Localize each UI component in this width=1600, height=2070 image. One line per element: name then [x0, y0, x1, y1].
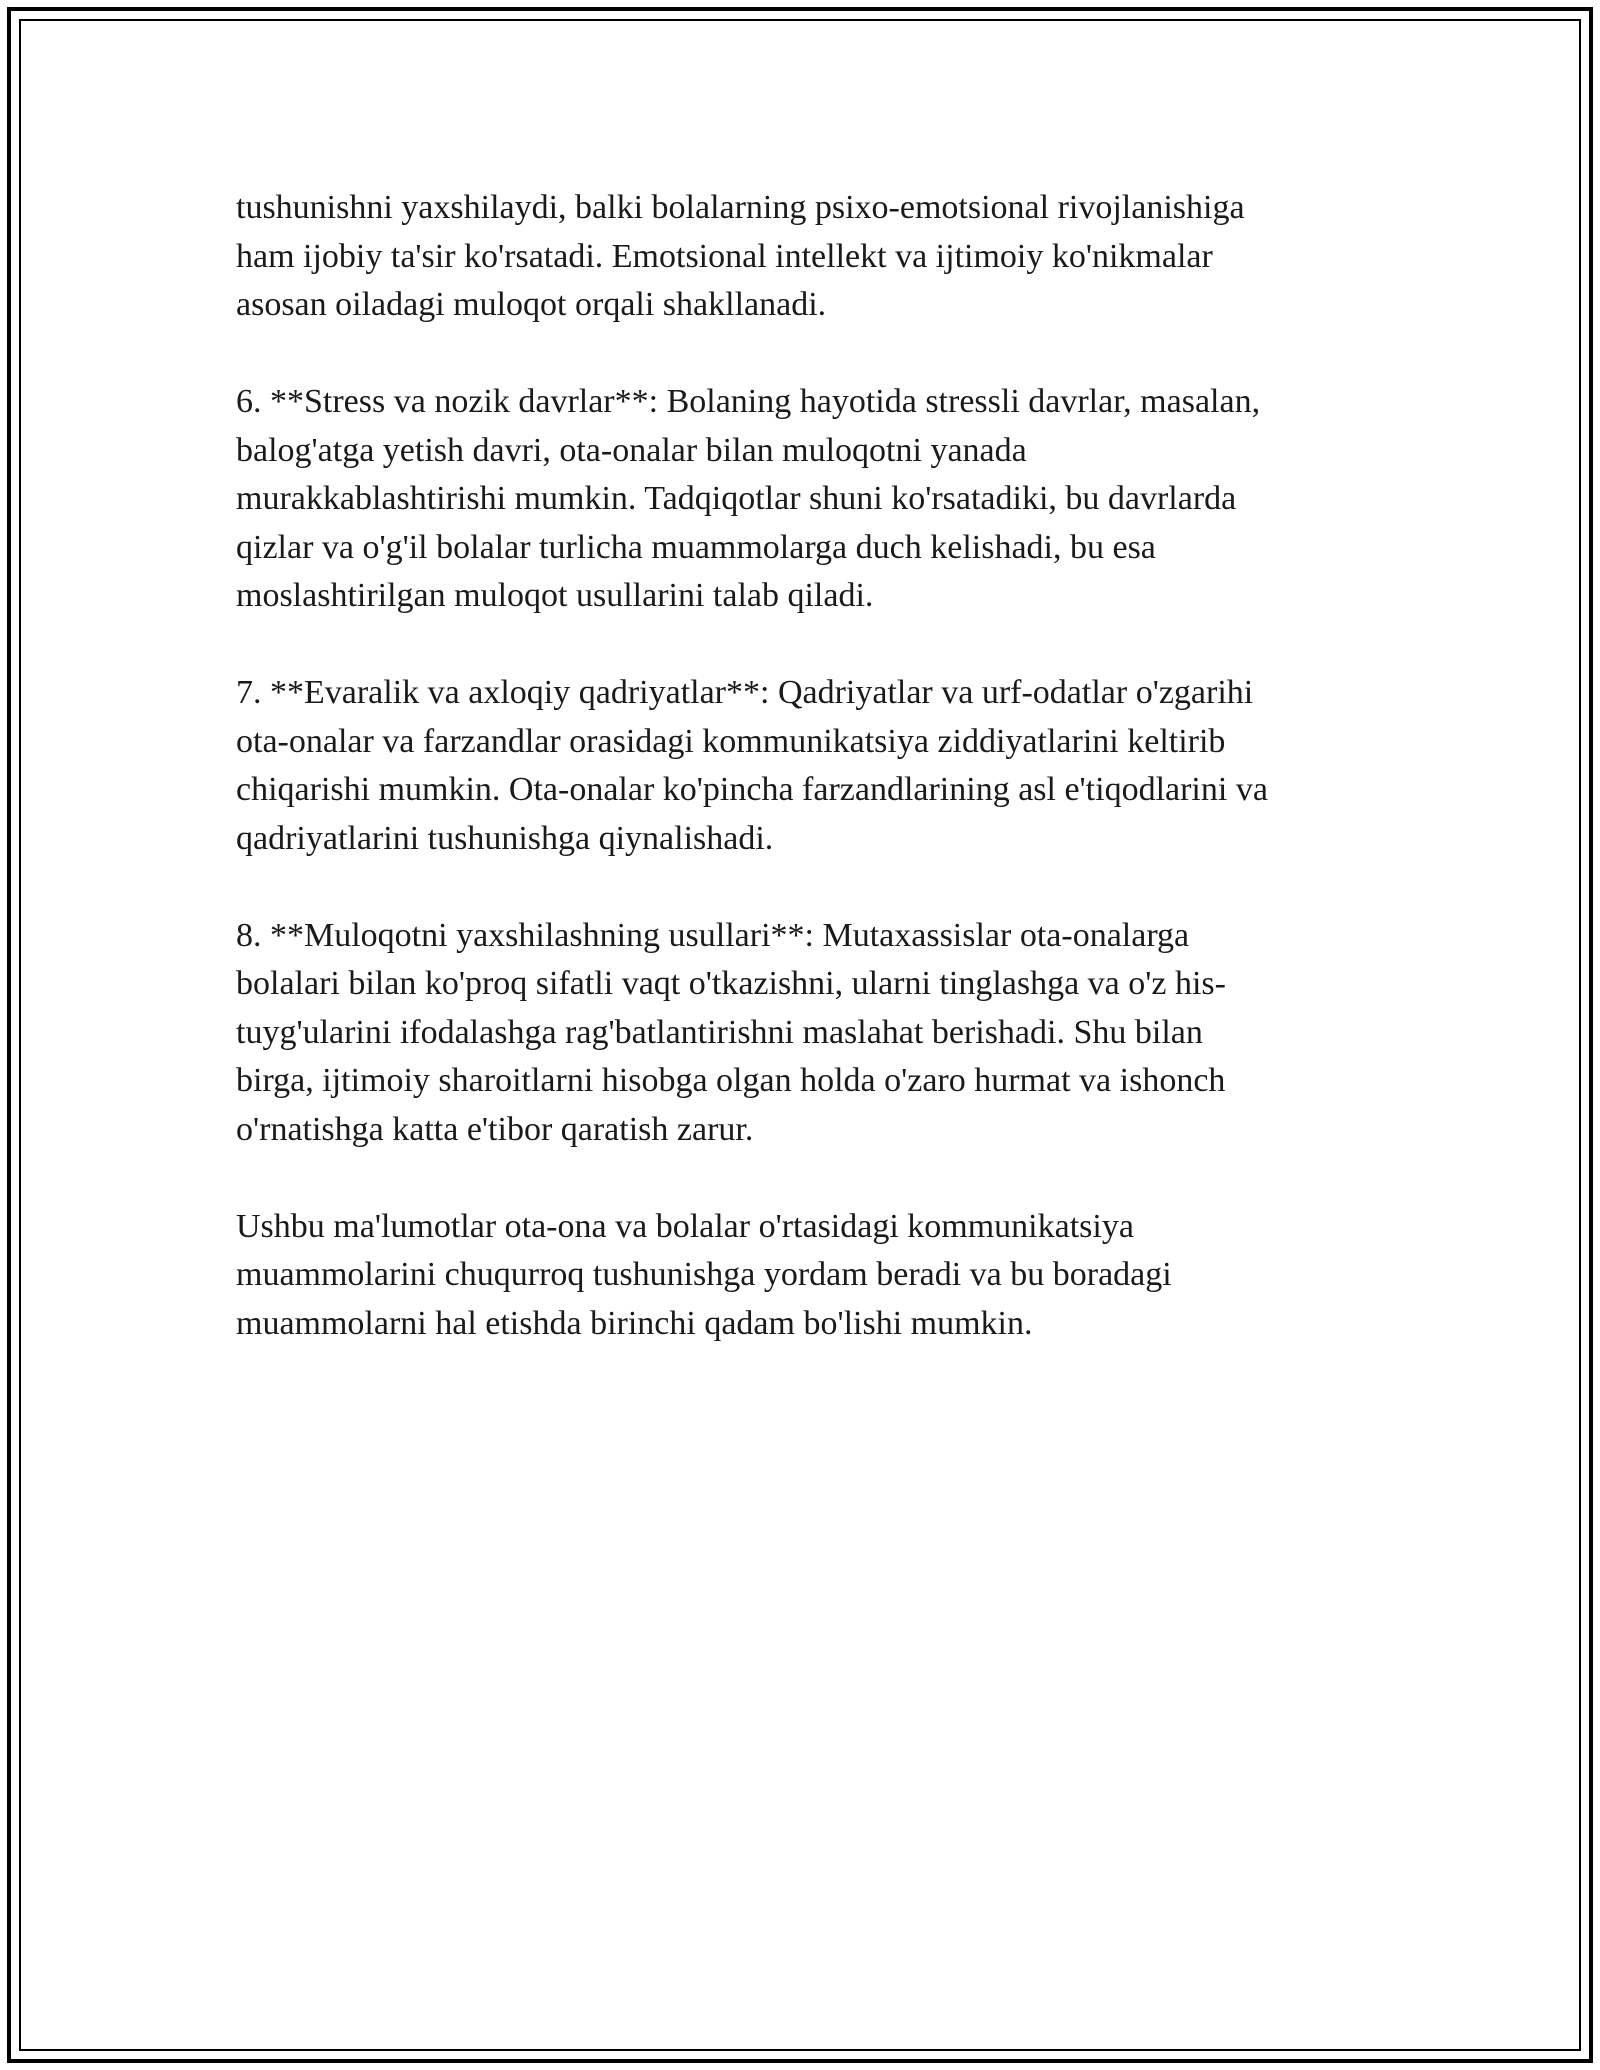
- text-line: balog'atga yetish davri, ota-onalar bilan muloqotni yanada: [236, 431, 1027, 469]
- text-line: 6. **Stress va nozik davrlar**: Bolaning hayotida stressli davrlar, masalan,: [236, 383, 1261, 420]
- text-line: qadriyatlarini tushunishga qiynalishadi.: [236, 819, 774, 857]
- text-line: muammolarini chuqurroq tushunishga yordam beradi va bu boradagi: [236, 1256, 1172, 1293]
- text-line: tushunishni yaxshilaydi, balki bolalarning psixo-emotsional rivojlanishiga: [236, 189, 1245, 226]
- document-body: [236, 184, 1366, 1397]
- text-line: chiqarishi mumkin. Ota-onalar ko'pincha farzandlarining asl e'tiqodlarini va: [236, 771, 1268, 808]
- text-line: Ushbu ma'lumotlar ota-ona va bolalar o'rtasidagi kommunikatsiya: [236, 1207, 1134, 1245]
- text-line: o'rnatishga katta e'tibor qaratish zarur.: [236, 1110, 754, 1148]
- text-line: murakkablashtirishi mumkin. Tadqiqotlar shuni ko'rsatadiki, bu davrlarda: [236, 480, 1237, 517]
- text-line: muammolarni hal etishda birinchi qadam bo'lishi mumkin.: [236, 1304, 1033, 1342]
- text-line: 8. **Muloqotni yaxshilashning usullari**: Mutaxassislar ota-onalarga: [236, 916, 1190, 954]
- paragraph-item-6: [236, 378, 1366, 621]
- text-line: asosan oiladagi muloqot orqali shakllanadi.: [236, 286, 827, 323]
- paragraph-conclusion: [236, 1203, 1366, 1349]
- text-line: moslashtirilgan muloqot usullarini talab qiladi.: [236, 577, 874, 614]
- paragraph-intro-continuation: [236, 184, 1366, 330]
- paragraph-item-8: [236, 912, 1366, 1155]
- text-line: ota-onalar va farzandlar orasidagi kommunikatsiya ziddiyatlarini keltirib: [236, 722, 1226, 760]
- text-line: birga, ijtimoiy sharoitlarni hisobga olgan holda o'zaro hurmat va ishonch: [236, 1062, 1226, 1099]
- text-line: 7. **Evaralik va axloqiy qadriyatlar**: Qadriyatlar va urf-odatlar o'zgarihi: [236, 674, 1254, 711]
- text-line: qizlar va o'g'il bolalar turlicha muammolarga duch kelishadi, bu esa: [236, 528, 1156, 566]
- text-line: bolalari bilan ko'proq sifatli vaqt o'tkazishni, ularni tinglashga va o'z his-: [236, 965, 1226, 1002]
- text-line: ham ijobiy ta'sir ko'rsatadi. Emotsional intellekt va ijtimoiy ko'nikmalar: [236, 237, 1213, 275]
- text-line: tuyg'ularini ifodalashga rag'batlantirishni maslahat berishadi. Shu bilan: [236, 1013, 1203, 1051]
- paragraph-item-7: [236, 669, 1366, 863]
